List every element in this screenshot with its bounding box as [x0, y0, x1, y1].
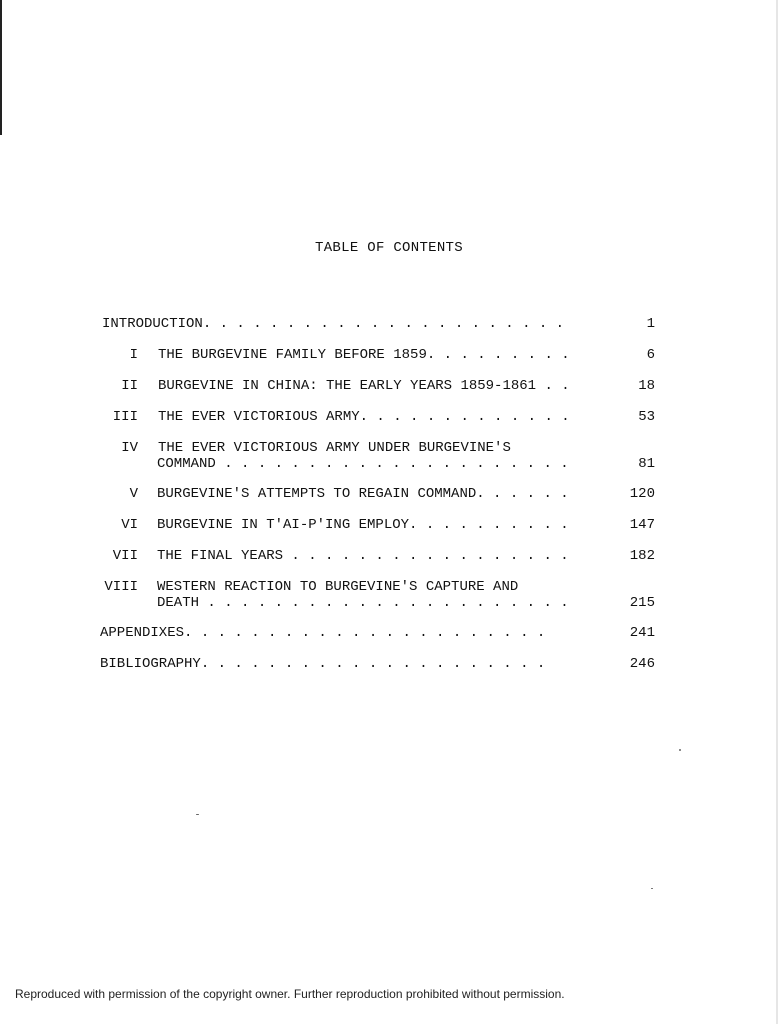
scan-speck	[679, 749, 681, 751]
toc-entry-text: BURGEVINE IN T'AI-P'ING EMPLOY. . . . . . . . . .	[157, 517, 569, 533]
toc-entry-text-continued: COMMAND . . . . . . . . . . . . . . . . . . . . .	[157, 456, 569, 472]
toc-entry-text: BURGEVINE IN CHINA: THE EARLY YEARS 1859-1861 . .	[158, 378, 570, 394]
toc-entry-text: BIBLIOGRAPHY. . . . . . . . . . . . . . . . . . . . .	[100, 656, 546, 672]
toc-entry-text-continued: DEATH . . . . . . . . . . . . . . . . . . . . . .	[157, 595, 569, 611]
toc-entry-page: 246	[629, 656, 655, 672]
toc-entry-chapter-4	[100, 440, 655, 472]
toc-entry-page: 53	[638, 409, 655, 425]
scan-edge-mark	[0, 0, 2, 135]
toc-entry-page: 120	[629, 486, 655, 502]
scan-speck	[651, 888, 653, 889]
toc-entry-page: 215	[629, 595, 655, 611]
toc-entry-page: 182	[629, 548, 655, 564]
toc-entry-text: THE FINAL YEARS . . . . . . . . . . . . . . . . .	[157, 548, 569, 564]
toc-entry-page: 18	[638, 378, 655, 394]
chapter-number: IV	[121, 440, 138, 456]
toc-entry-text: INTRODUCTION. . . . . . . . . . . . . . . . . . . . . .	[102, 316, 565, 332]
toc-entry-text: THE EVER VICTORIOUS ARMY. . . . . . . . . . . . .	[158, 409, 570, 425]
scan-speck	[196, 814, 199, 815]
chapter-number: VI	[121, 517, 138, 533]
toc-entry-text: WESTERN REACTION TO BURGEVINE'S CAPTURE AND	[157, 579, 519, 595]
chapter-number: V	[129, 486, 138, 502]
toc-entry-page: 1	[646, 316, 655, 332]
chapter-number: VIII	[104, 579, 138, 595]
toc-entry-text: APPENDIXES. . . . . . . . . . . . . . . . . . . . . .	[100, 625, 546, 641]
toc-entry-text: BURGEVINE'S ATTEMPTS TO REGAIN COMMAND. . . . . .	[157, 486, 569, 502]
toc-entry-chapter-8	[100, 579, 655, 611]
toc-entry-page: 241	[629, 625, 655, 641]
chapter-number: II	[121, 378, 138, 394]
page-title: TABLE OF CONTENTS	[315, 240, 463, 256]
chapter-number: III	[112, 409, 138, 425]
toc-entry-page: 81	[638, 456, 655, 472]
toc-entry-text: THE BURGEVINE FAMILY BEFORE 1859. . . . . . . . .	[158, 347, 570, 363]
toc-entry-page: 147	[629, 517, 655, 533]
toc-entry-text: THE EVER VICTORIOUS ARMY UNDER BURGEVINE'S	[158, 440, 511, 456]
chapter-number: I	[129, 347, 138, 363]
reproduction-notice: Reproduced with permission of the copyright owner. Further reproduction prohibited without permission.	[15, 987, 565, 1001]
chapter-number: VII	[112, 548, 138, 564]
toc-entry-page: 6	[646, 347, 655, 363]
